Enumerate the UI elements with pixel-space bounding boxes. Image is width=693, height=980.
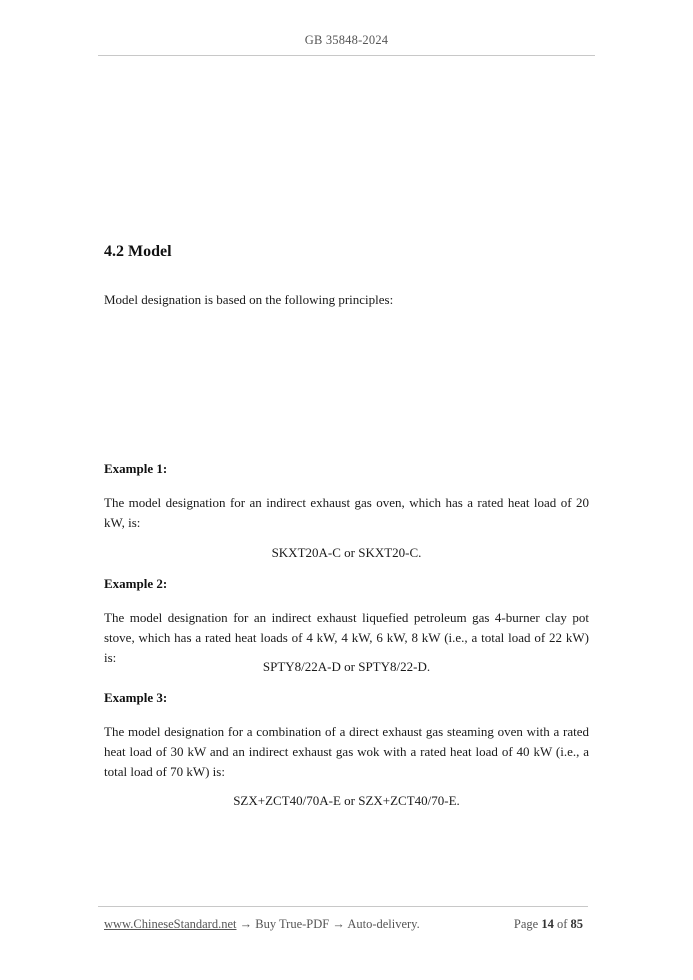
footer-divider <box>98 906 588 907</box>
example-3-text: The model designation for a combination of a direct exhaust gas steaming oven with a rated heat load of 30 kW and an indirect exhaust gas wok with a rated heat load of 40 kW (i.e., a total load of 70 kW) is: <box>104 724 589 779</box>
example-2-designation: SPTY8/22A-D or SPTY8/22-D. <box>262 659 431 674</box>
example-2-label: Example 2: <box>104 576 168 591</box>
footer-links <box>104 917 420 932</box>
example-3-label: Example 3: <box>104 690 168 705</box>
document-number: GB 35848-2024 <box>304 33 389 47</box>
section-intro: Model designation is based on the following principles: <box>104 292 394 307</box>
auto-delivery-text: Auto-delivery. <box>347 917 420 931</box>
header-divider <box>98 55 595 56</box>
arrow-right-icon: → <box>239 917 253 931</box>
buy-pdf-text: Buy True-PDF <box>255 917 330 931</box>
website-link[interactable]: www.ChineseStandard.net <box>104 917 237 931</box>
current-page-number: 14 <box>541 917 554 931</box>
section-heading: 4.2 Model <box>104 243 172 260</box>
of-label: of <box>556 917 568 931</box>
page-counter <box>514 917 583 932</box>
example-3-designation: SZX+ZCT40/70A-E or SZX+ZCT40/70-E. <box>233 793 460 808</box>
arrow-right-icon: → <box>332 917 345 931</box>
example-2-text: The model designation for an indirect exhaust liquefied petroleum gas 4-burner clay pot stove, which has a rated heat loads of 4 kW, 4 kW, 6 kW, 8 kW (i.e., a total load of 22 kW) is: <box>104 610 589 665</box>
example-1-label: Example 1: <box>104 461 168 476</box>
example-1-text: The model designation for an indirect exhaust gas oven, which has a rated heat load of 20 kW, is: <box>104 495 589 530</box>
total-pages-number: 85 <box>570 917 583 931</box>
example-1-designation: SKXT20A-C or SKXT20-C. <box>271 545 422 560</box>
page-label: Page <box>513 917 539 931</box>
